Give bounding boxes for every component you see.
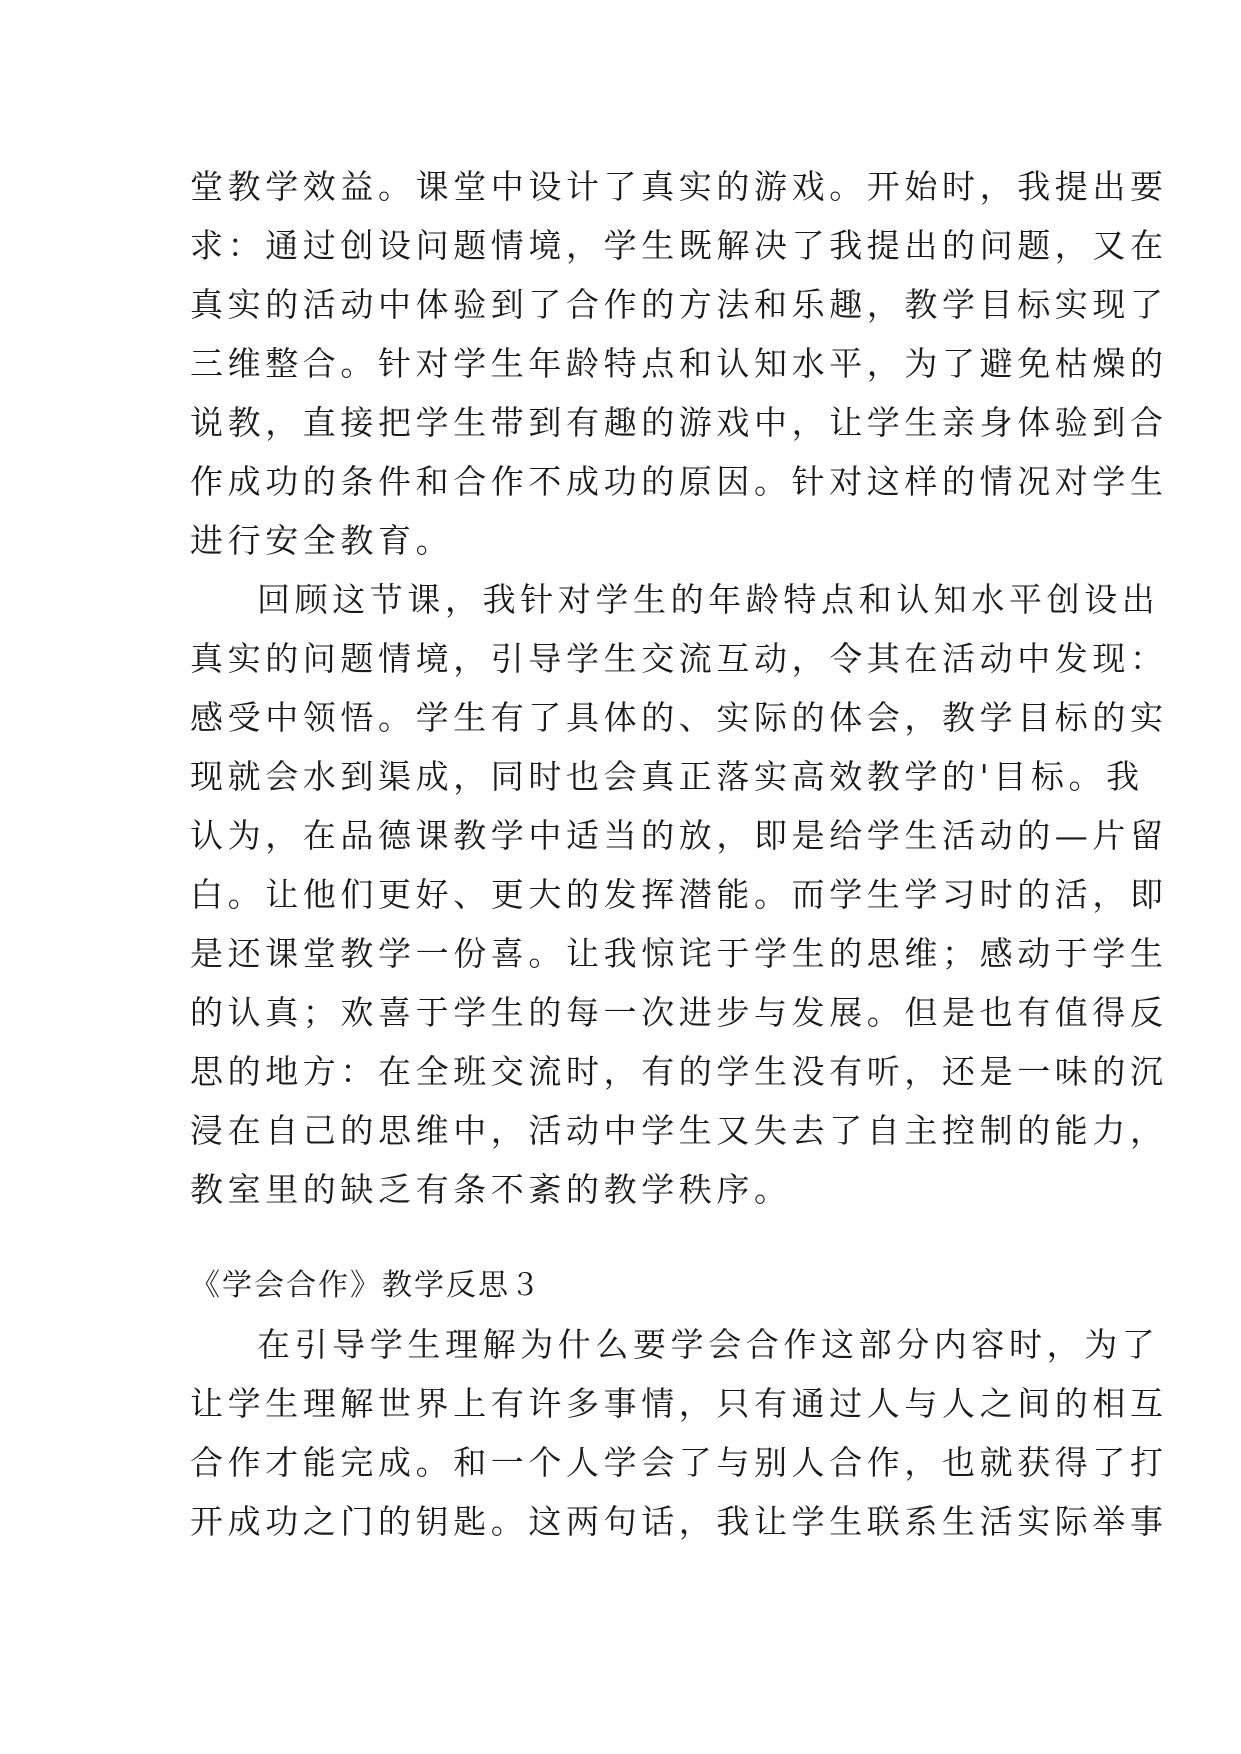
paragraph-line: 思的地方：在全班交流时，有的学生没有听，还是一味的沉	[190, 1052, 1168, 1091]
paragraph-line: 作成功的条件和合作不成功的原因。针对这样的情况对学生	[190, 462, 1168, 501]
paragraph-line: 真实的问题情境，引导学生交流互动，令其在活动中发现：	[190, 639, 1168, 678]
paragraph-line: 的认真；欢喜于学生的每一次进步与发展。但是也有值得反	[190, 993, 1168, 1032]
paragraph-line: 真实的活动中体验到了合作的方法和乐趣，教学目标实现了	[190, 285, 1168, 324]
paragraph-line: 求：通过创设问题情境，学生既解决了我提出的问题，又在	[190, 226, 1168, 265]
paragraph-line: 堂教学效益。课堂中设计了真实的游戏。开始时，我提出要	[190, 167, 1168, 206]
paragraph-line: 开成功之门的钥匙。这两句话，我让学生联系生活实际举事	[190, 1502, 1168, 1541]
section-title: 《学会合作》教学反思３	[190, 1268, 542, 1303]
paragraph-line: 浸在自己的思维中，活动中学生又失去了自主控制的能力，	[190, 1111, 1168, 1150]
paragraph-line: 白。让他们更好、更大的发挥潜能。而学生学习时的活，即	[190, 875, 1168, 914]
paragraph-line: 回顾这节课，我针对学生的年龄特点和认知水平创设出	[257, 580, 1160, 619]
paragraph-line: 合作才能完成。和一个人学会了与别人合作，也就获得了打	[190, 1443, 1168, 1482]
paragraph-line: 认为，在品德课教学中适当的放，即是给学生活动的—片留	[190, 816, 1168, 855]
paragraph-line: 进行安全教育。	[190, 521, 454, 560]
paragraph-line: 教室里的缺乏有条不紊的教学秩序。	[190, 1170, 792, 1209]
paragraph-line: 是还课堂教学一份喜。让我惊诧于学生的思维；感动于学生	[190, 934, 1168, 973]
paragraph-line: 感受中领悟。学生有了具体的、实际的体会，教学目标的实	[190, 698, 1168, 737]
paragraph-line: 现就会水到渠成，同时也会真正落实高效教学的'目标。我	[190, 757, 1144, 796]
paragraph-line: 在引导学生理解为什么要学会合作这部分内容时，为了	[257, 1325, 1160, 1364]
paragraph-line: 三维整合。针对学生年龄特点和认知水平，为了避免枯燥的	[190, 344, 1168, 383]
paragraph-line: 让学生理解世界上有许多事情，只有通过人与人之间的相互	[190, 1384, 1168, 1423]
paragraph-line: 说教，直接把学生带到有趣的游戏中，让学生亲身体验到合	[190, 403, 1168, 442]
